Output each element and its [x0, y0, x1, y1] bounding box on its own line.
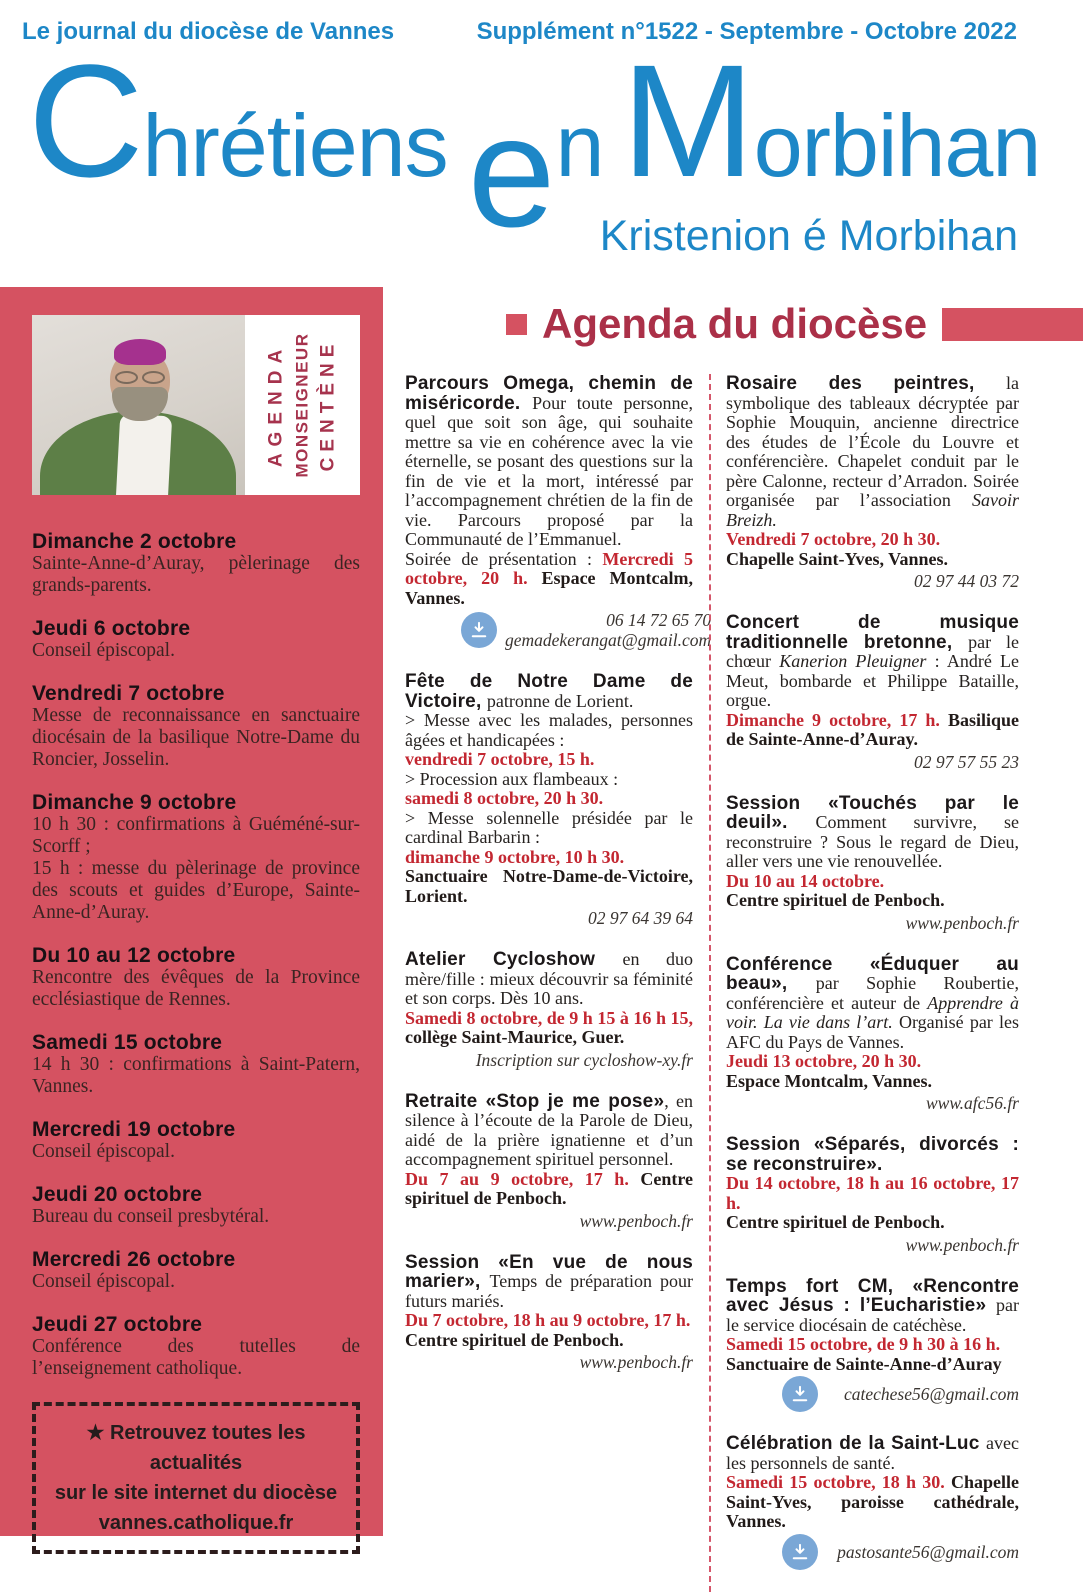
text-segment-body: par le service diocésain de catéchèse. — [726, 1295, 1019, 1335]
article-paragraph — [726, 872, 1019, 892]
text-segment-body: en duo mère/fille : mieux découvrir sa féminité et son corps. Dès 10 ans. — [405, 949, 693, 1008]
text-segment-venue: Chapelle Saint-Yves, Vannes. — [726, 548, 949, 569]
text-segment-body: par Sophie Roubertie, conférencière et auteur de — [726, 973, 1020, 1013]
logo-word-part: orbihan — [753, 96, 1041, 195]
contact-lines — [405, 1211, 693, 1231]
agenda-entry — [32, 531, 360, 597]
section-title: Agenda du diocèse — [542, 300, 928, 347]
article-paragraph — [726, 1335, 1019, 1355]
text-segment-red: Dimanche 9 octobre, 17 h. — [726, 709, 948, 730]
text-segment-body: > Messe avec les malades, personnes âgées et handicapées : — [405, 710, 693, 750]
text-segment-lead: Rosaire des peintres, — [726, 373, 1006, 394]
entry-text: Bureau du conseil presbytéral. — [32, 1206, 270, 1227]
contact-block — [726, 1093, 1019, 1113]
text-segment-bi: Kanerion Pleuigner — [779, 651, 927, 671]
agenda-article — [405, 950, 693, 1070]
article-paragraph — [726, 550, 1019, 570]
article-paragraph — [405, 950, 693, 1009]
agenda-article — [726, 955, 1019, 1114]
article-paragraph — [405, 750, 693, 770]
contact-lines — [726, 913, 1019, 933]
agenda-article — [726, 1135, 1019, 1255]
photo-box — [32, 315, 360, 495]
vertical-label — [266, 333, 340, 478]
text-segment-red: Samedi 15 octobre, de 9 h 30 à 16 h. — [726, 1334, 1001, 1354]
text-segment-body: Comment survivre, se reconstruire ? Sous le regard de Dieu, aller vers une vie renouvellée. — [726, 812, 1019, 871]
entry-text: 10 h 30 : confirmations à Guéméné-sur-Scorff ; — [32, 814, 360, 857]
article-paragraph — [726, 1355, 1019, 1375]
entry-date: Dimanche 2 octobre — [32, 530, 237, 553]
contact-link[interactable]: gemadekerangat@gmail.com — [505, 630, 712, 650]
agenda-column-middle — [405, 373, 712, 1592]
text-segment-venue: Basilique de Sainte-Anne-d’Auray. — [726, 709, 1019, 749]
agenda-article — [726, 374, 1019, 591]
article-paragraph — [726, 1072, 1019, 1092]
text-segment-body: Pour toute personne, quel que soit son âge, qui souhaite mettre sa vie en cohérence avec la vie éternelle, se posant des questions sur la fin de vie et la mort, intéressé par l’accompagnement chrétien de la fin de vie. Parcours proposé par la Communauté de l’Emmanuel. — [405, 392, 693, 549]
entry-text: Messe de reconnaissance en sanctuaire diocésain de la basilique Notre-Dame du Roncier, Josselin. — [32, 705, 360, 770]
text-segment-venue: Espace Montcalm, Vannes. — [726, 1070, 933, 1091]
text-segment-body: la symbolique des tableaux décryptée par Sophie Mouquin, ancienne directrice des études de l’École du Louvre et conférencière. Chapelet conduit par le père Calonne, recteur d’Arradon. Soirée organisée par l’association — [726, 373, 1019, 510]
contact-link[interactable]: www.penboch.fr — [905, 912, 1019, 933]
text-segment-venue: Centre spirituel de Penboch. — [726, 1212, 945, 1232]
article-paragraph — [726, 955, 1019, 1053]
text-segment-bi: Savoir Breizh. — [726, 490, 1019, 530]
download-icon[interactable] — [461, 612, 497, 648]
entry-date: Jeudi 27 octobre — [32, 1313, 203, 1336]
article-paragraph — [405, 711, 693, 750]
contact-block — [726, 1376, 1019, 1412]
article-paragraph — [405, 867, 693, 906]
agenda-entry — [32, 945, 360, 1011]
entry-text: Conseil épiscopal. — [32, 1271, 175, 1292]
text-segment-red: Du 10 au 14 octobre. — [726, 870, 885, 891]
contact-phone: 02 97 44 03 72 — [914, 571, 1019, 591]
contact-link[interactable]: www.penboch.fr — [905, 1234, 1019, 1255]
bishop-agenda-sidebar — [0, 287, 383, 1536]
agenda-entry — [32, 792, 360, 924]
entry-date: Dimanche 9 octobre — [32, 791, 237, 814]
text-segment-red: Vendredi 7 octobre, 20 h 30. — [726, 529, 941, 549]
entry-date: Mercredi 19 octobre — [32, 1118, 236, 1141]
agenda-article — [405, 1253, 693, 1373]
contact-link[interactable]: www.penboch.fr — [579, 1352, 693, 1372]
contact-block — [405, 908, 693, 928]
article-paragraph — [726, 1213, 1019, 1233]
entry-text: Conseil épiscopal. — [32, 640, 175, 661]
agenda-article — [726, 1434, 1019, 1570]
article-paragraph — [726, 374, 1019, 530]
logo-letter-c: C — [28, 31, 143, 210]
vertical-label-area — [245, 315, 360, 495]
text-segment-lead: Atelier Cycloshow — [405, 949, 623, 970]
contact-block — [405, 610, 712, 650]
text-segment-body: par le chœur — [726, 631, 1019, 671]
entry-date: Samedi 15 octobre — [32, 1031, 223, 1054]
agenda-article — [405, 373, 712, 650]
bishop-scapular — [116, 414, 172, 495]
entry-date: Jeudi 20 octobre — [32, 1183, 203, 1206]
agenda-article — [726, 1277, 1019, 1413]
contact-lines — [726, 571, 1019, 591]
text-segment-red: dimanche 9 octobre, 10 h 30. — [405, 846, 625, 867]
agenda-article — [726, 794, 1019, 933]
text-segment-venue: collège Saint-Maurice, Guer. — [405, 1027, 625, 1047]
text-segment-red: Mercredi 5 octobre, 20 h. — [405, 548, 694, 588]
contact-phone: 02 97 64 39 64 — [588, 908, 693, 928]
text-segment-red: Du 14 octobre, 18 h au 16 octobre, 17 h. — [726, 1173, 1019, 1213]
text-segment-body: patronne de Lorient. — [486, 690, 634, 711]
text-segment-body: Temps de préparation pour futurs mariés. — [405, 1271, 693, 1311]
article-paragraph — [405, 1009, 693, 1048]
download-icon[interactable] — [782, 1534, 818, 1570]
contact-link[interactable]: www.afc56.fr — [925, 1093, 1019, 1113]
contact-lines — [505, 610, 711, 650]
text-segment-body: , en silence à l’écoute de la Parole de Dieu, aidé de la prière ignatienne et d’un accompagnement spirituel personnel. — [405, 1090, 693, 1169]
text-segment-venue: Espace Montcalm, Vannes. — [405, 568, 693, 608]
red-bar-accent — [942, 308, 1083, 341]
entry-text: 15 h : messe du pèlerinage de province des scouts et guides d’Europe, Sainte-Anne-d’Auray. — [32, 858, 360, 923]
text-segment-lead: Célébration de la Saint-Luc — [726, 1433, 987, 1454]
contact-link[interactable]: www.penboch.fr — [579, 1210, 693, 1231]
article-paragraph — [726, 613, 1019, 711]
agenda-article — [405, 672, 693, 928]
article-paragraph — [405, 809, 693, 848]
text-segment-red: Samedi 8 octobre, de 9 h 15 à 16 h 15, — [405, 1007, 693, 1028]
contact-lines — [826, 1542, 1019, 1562]
text-segment-venue: Sanctuaire de Sainte-Anne-d’Auray — [726, 1353, 1002, 1374]
article-paragraph — [405, 770, 693, 790]
contact-block — [726, 1534, 1019, 1570]
text-segment-lead: Fête de Notre Dame de Victoire, — [405, 671, 693, 712]
text-segment-bi: Apprendre à voir. La vie dans l’art. — [726, 992, 1019, 1032]
contact-block — [726, 752, 1019, 772]
article-paragraph — [405, 1253, 693, 1312]
agenda-article — [405, 1092, 693, 1231]
text-segment-venue: Centre spirituel de Penboch. — [405, 1329, 624, 1350]
issue-number: Supplément n°1522 - Septembre - Octobre 2022 — [476, 18, 1017, 45]
contact-lines — [405, 1050, 693, 1070]
text-segment-body: > Procession aux flambeaux : — [405, 768, 619, 789]
text-segment-venue: Centre spirituel de Penboch. — [405, 1168, 693, 1208]
article-paragraph — [405, 672, 693, 711]
vertical-label-centene: CENTÈNE — [317, 338, 339, 472]
bishop-photo — [32, 315, 245, 495]
text-segment-lead: Session «Touchés par le deuil». — [726, 792, 1019, 833]
text-segment-body: : André Le Meut, bombarde et Philippe Bataille, orgue. — [726, 651, 1020, 710]
logo-subtitle-breton: Kristenion é Morbihan — [599, 212, 1018, 260]
text-segment-lead: Session «Séparés, divorcés : se reconstruire». — [726, 1134, 1019, 1175]
article-paragraph — [405, 1331, 693, 1351]
contact-block — [405, 1050, 693, 1070]
contact-block — [726, 571, 1019, 591]
agenda-entry — [32, 1314, 360, 1380]
text-segment-lead: Conférence «Éduquer au beau», — [726, 953, 1019, 994]
contact-lines — [405, 908, 693, 928]
article-paragraph — [726, 1135, 1019, 1174]
article-paragraph — [405, 1092, 693, 1170]
contact-phone: 06 14 72 65 70 — [606, 610, 712, 630]
text-segment-lead: Temps fort CM, «Rencontre avec Jésus : l’Eucharistie» — [726, 1275, 1019, 1316]
contact-lines — [726, 1093, 1019, 1113]
text-segment-red: vendredi 7 octobre, 15 h. — [405, 749, 595, 769]
entry-date: Vendredi 7 octobre — [32, 682, 225, 705]
agenda-entry — [32, 1119, 360, 1163]
article-paragraph — [405, 374, 693, 550]
bishop-zucchetto — [114, 339, 166, 365]
section-header — [506, 300, 1066, 348]
entry-text: Rencontre des évêques de la Province ecclésiastique de Rennes. — [32, 967, 360, 1010]
contact-lines — [405, 1352, 693, 1372]
contact-link[interactable]: pastosante56@gmail.com — [837, 1541, 1019, 1562]
vertical-label-agenda: AGENDA — [265, 342, 287, 468]
contact-block — [726, 1235, 1019, 1255]
text-segment-venue: Sanctuaire Notre-Dame-de-Victoire, Lorient. — [405, 866, 693, 906]
diocese-agenda-columns — [405, 374, 1019, 1592]
journal-tagline: Le journal du diocèse de Vannes — [22, 18, 395, 45]
entry-date: Jeudi 6 octobre — [32, 617, 191, 640]
red-square-accent — [506, 314, 527, 335]
bishop-glasses — [115, 371, 165, 385]
text-segment-red: samedi 8 octobre, 20 h 30. — [405, 788, 604, 808]
contact-block — [726, 913, 1019, 933]
logo-letter-n: n — [555, 96, 604, 195]
logo-word-part: hrétiens — [142, 96, 448, 195]
notice-line: sur le site internet du diocèse — [54, 1482, 338, 1504]
contact-block — [405, 1352, 693, 1372]
entry-date: Mercredi 26 octobre — [32, 1248, 236, 1271]
entry-text: Conseil épiscopal. — [32, 1141, 175, 1162]
bishop-agenda-list — [32, 531, 360, 1380]
text-segment-venue: Chapelle Saint-Yves, paroisse cathédrale, Vannes. — [726, 1472, 1019, 1531]
text-segment-body: > Messe solennelle présidée par le cardinal Barbarin : — [405, 807, 693, 847]
text-segment-lead: Concert de musique traditionnelle bretonne, — [726, 612, 1019, 653]
text-segment-red: Samedi 15 octobre, 18 h 30. — [726, 1472, 951, 1492]
agenda-entry — [32, 1184, 360, 1228]
contact-lines — [826, 1384, 1019, 1404]
article-paragraph — [726, 1277, 1019, 1336]
agenda-entry — [32, 1032, 360, 1098]
contact-lines — [726, 1235, 1019, 1255]
text-segment-body: Organisé par les AFC du Pays de Vannes. — [726, 1012, 1019, 1052]
article-paragraph — [405, 1170, 693, 1209]
article-paragraph — [726, 891, 1019, 911]
contact-phone: 02 97 57 55 23 — [914, 751, 1019, 772]
logo-letter-m: M — [621, 31, 754, 210]
notice-line: ★ Retrouvez toutes les actualités — [86, 1422, 306, 1474]
agenda-entry — [32, 1249, 360, 1293]
text-segment-lead: Session «En vue de nous marier», — [405, 1251, 693, 1292]
contact-link[interactable]: catechese56@gmail.com — [844, 1384, 1019, 1404]
article-paragraph — [405, 789, 693, 809]
entry-text: 14 h 30 : confirmations à Saint-Patern, Vannes. — [32, 1054, 360, 1097]
agenda-column-right — [709, 374, 1019, 1592]
logo-letter-e: e — [467, 84, 555, 260]
text-segment-lead: Parcours Omega, chemin de miséricorde. — [405, 373, 693, 414]
article-paragraph — [726, 794, 1019, 872]
text-segment-red: Du 7 octobre, 18 h au 9 octobre, 17 h. — [405, 1310, 691, 1330]
article-paragraph — [726, 1174, 1019, 1213]
agenda-entry — [32, 683, 360, 771]
article-paragraph — [405, 550, 693, 609]
text-segment-venue: Centre spirituel de Penboch. — [726, 890, 945, 910]
article-paragraph — [405, 1311, 693, 1331]
notice-website-link[interactable]: vannes.catholique.fr — [98, 1512, 294, 1534]
entry-text: Sainte-Anne-d’Auray, pèlerinage des grands-parents. — [32, 553, 360, 596]
text-segment-lead: Retraite «Stop je me pose» — [405, 1090, 665, 1112]
article-paragraph — [726, 1434, 1019, 1473]
text-segment-body: Soirée de présentation : — [405, 548, 603, 569]
article-paragraph — [726, 530, 1019, 550]
contact-block — [405, 1211, 693, 1231]
agenda-entry — [32, 618, 360, 662]
entry-text: Conférence des tutelles de l’enseignement catholique. — [32, 1336, 360, 1379]
text-segment-body: avec les personnels de santé. — [726, 1433, 1019, 1473]
website-notice-box — [32, 1402, 360, 1554]
vertical-label-monseigneur: MONSEIGNEUR — [292, 332, 312, 478]
article-paragraph — [726, 711, 1019, 750]
article-paragraph — [726, 1052, 1019, 1072]
article-paragraph — [405, 848, 693, 868]
text-segment-red: Jeudi 13 octobre, 20 h 30. — [726, 1051, 922, 1071]
entry-date: Du 10 au 12 octobre — [32, 944, 236, 967]
article-paragraph — [726, 1473, 1019, 1532]
download-icon[interactable] — [782, 1376, 818, 1412]
text-segment-red: Du 7 au 9 octobre, 17 h. — [405, 1168, 641, 1189]
agenda-article — [726, 613, 1019, 772]
contact-lines — [726, 752, 1019, 772]
contact-link[interactable]: Inscription sur cycloshow-xy.fr — [475, 1049, 693, 1070]
